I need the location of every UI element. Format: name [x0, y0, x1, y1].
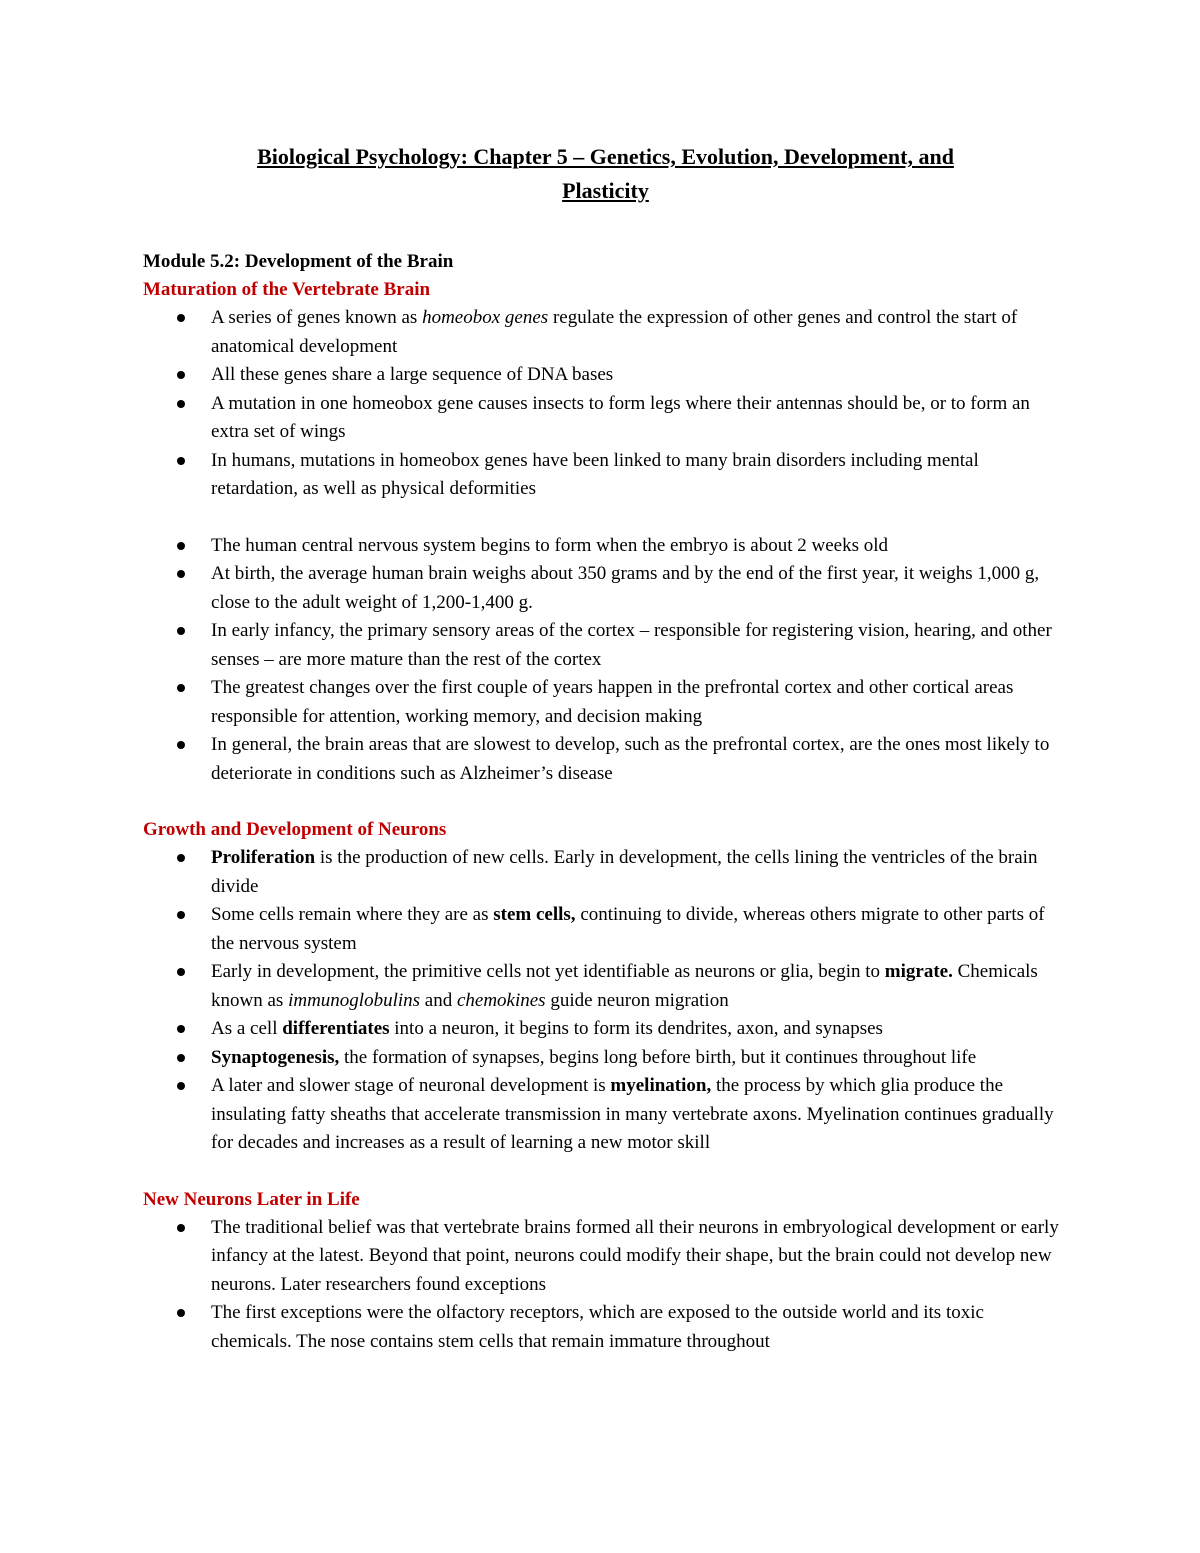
- document-page: [143, 140, 1068, 1384]
- bold-term: Proliferation: [211, 847, 316, 868]
- section: [143, 816, 1068, 1158]
- text-run: In general, the brain areas that are slowest to develop, such as the prefrontal cortex, are the ones most likely to deteriorate in conditions such as Alzheimer’s disease: [211, 734, 1050, 784]
- document-title-line-1: Biological Psychology: Chapter 5 – Genetics, Evolution, Development, and: [257, 144, 954, 169]
- bullet-list: [143, 844, 1068, 1158]
- bullet-icon: [177, 1309, 185, 1317]
- text-run: guide neuron migration: [545, 989, 729, 1011]
- bullet-icon: [177, 542, 185, 550]
- bullet-list: [143, 304, 1068, 504]
- text-run: The traditional belief was that vertebrate brains formed all their neurons in embryological development or early infancy at the latest. Beyond that point, neurons could modify their shape, but the brain could not develop new neurons. Later researchers found exceptions: [211, 1216, 1059, 1295]
- text-run: continuing to divide, whereas others migrate to other parts of the nervous system: [211, 904, 1045, 954]
- text-run: In early infancy, the primary sensory areas of the cortex – responsible for registering vision, hearing, and other senses – are more mature than the rest of the cortex: [211, 620, 1052, 670]
- bold-term: stem cells,: [493, 904, 576, 925]
- bullet-icon: [177, 1025, 185, 1033]
- bullet-icon: [177, 400, 185, 408]
- text-run: the formation of synapses, begins long before birth, but it continues throughout life: [339, 1046, 977, 1068]
- bullet-icon: [177, 968, 185, 976]
- italic-term: chemokines: [456, 989, 546, 1011]
- text-run: The greatest changes over the first couple of years happen in the prefrontal cortex and other cortical areas responsible for attention, working memory, and decision making: [211, 677, 1014, 727]
- bullet-icon: [177, 911, 185, 919]
- text-run: The human central nervous system begins to form when the embryo is about 2 weeks old: [211, 534, 888, 556]
- bullet-icon: [177, 684, 185, 692]
- bold-term: Synaptogenesis,: [211, 1046, 340, 1068]
- bullet-icon: [177, 570, 185, 578]
- text-run: into a neuron, it begins to form its dendrites, axon, and synapses: [389, 1018, 883, 1039]
- section-heading: Maturation of the Vertebrate Brain: [143, 279, 431, 300]
- text-run: Some cells remain where they are as: [211, 904, 494, 925]
- bullet-list: [143, 1214, 1068, 1357]
- bold-term: differentiates: [282, 1018, 390, 1039]
- list-item: [143, 1214, 1068, 1300]
- list-item: [143, 447, 1068, 504]
- bullet-icon: [177, 371, 185, 379]
- section: [143, 1186, 1068, 1357]
- bullet-list: [143, 532, 1068, 789]
- list-item: [143, 532, 1068, 561]
- text-run: the process by which glia produce the insulating fatty sheaths that accelerate transmission in many vertebrate axons. Myelination continues gradually for decades and increases as a result of learning a new motor skill: [211, 1075, 1054, 1153]
- text-run: A later and slower stage of neuronal development is: [211, 1075, 611, 1096]
- section-heading: New Neurons Later in Life: [143, 1188, 360, 1210]
- text-run: A mutation in one homeobox gene causes insects to form legs where their antennas should be, or to form an extra set of wings: [211, 392, 1030, 442]
- list-item: [143, 304, 1068, 361]
- paragraph-gap: [143, 504, 1068, 532]
- module-heading: Module 5.2: Development of the Brain: [143, 251, 454, 272]
- text-run: regulate the expression of other genes and control the start of anatomical development: [211, 307, 1018, 357]
- list-item: [143, 731, 1068, 788]
- list-item: [143, 560, 1068, 617]
- text-run: As a cell: [211, 1018, 283, 1039]
- text-run: At birth, the average human brain weighs about 350 grams and by the end of the first year, it weighs 1,000 g, close to the adult weight of 1,200-1,400 g.: [211, 563, 1040, 613]
- italic-term: homeobox genes: [422, 307, 549, 328]
- sections-container: [143, 276, 1068, 1356]
- list-item: [143, 390, 1068, 447]
- text-run: and: [420, 989, 457, 1011]
- text-run: Chemicals known as: [211, 961, 1038, 1011]
- list-item: [143, 958, 1068, 1015]
- list-item: [143, 1072, 1068, 1158]
- bold-term: migrate.: [884, 961, 953, 982]
- bold-term: myelination,: [610, 1075, 712, 1096]
- text-run: All these genes share a large sequence of DNA bases: [211, 364, 614, 385]
- bullet-icon: [177, 457, 185, 465]
- document-title-line-2: Plasticity: [562, 178, 649, 203]
- list-item: [143, 361, 1068, 390]
- bullet-icon: [177, 627, 185, 635]
- text-run: Early in development, the primitive cells not yet identifiable as neurons or glia, begin to: [211, 961, 885, 982]
- bullet-icon: [177, 1224, 185, 1232]
- text-run: The first exceptions were the olfactory receptors, which are exposed to the outside world and its toxic chemicals. The nose contains stem cells that remain immature throughout: [211, 1302, 984, 1352]
- list-item: [143, 617, 1068, 674]
- bullet-icon: [177, 854, 185, 862]
- list-item: [143, 1044, 1068, 1073]
- document-title: [143, 140, 1068, 208]
- bullet-icon: [177, 314, 185, 322]
- bullet-icon: [177, 741, 185, 749]
- text-run: is the production of new cells. Early in development, the cells lining the ventricles of the brain divide: [211, 847, 1038, 897]
- list-item: [143, 901, 1068, 958]
- list-item: [143, 844, 1068, 901]
- text-run: In humans, mutations in homeobox genes have been linked to many brain disorders including mental retardation, as well as physical deformities: [211, 449, 979, 499]
- italic-term: immunoglobulins: [288, 989, 421, 1011]
- bullet-icon: [177, 1082, 185, 1090]
- section: [143, 276, 1068, 788]
- bullet-icon: [177, 1054, 185, 1062]
- text-run: A series of genes known as: [211, 307, 423, 328]
- list-item: [143, 674, 1068, 731]
- section-heading: Growth and Development of Neurons: [143, 819, 447, 840]
- list-item: [143, 1015, 1068, 1044]
- list-item: [143, 1299, 1068, 1356]
